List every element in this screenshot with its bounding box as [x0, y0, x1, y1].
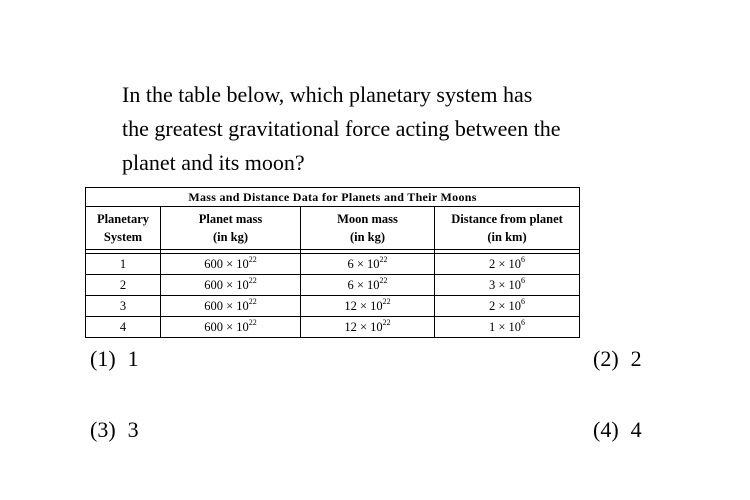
option-2[interactable]: [593, 346, 642, 372]
table-row: [86, 296, 580, 317]
option-4[interactable]: [593, 417, 642, 443]
header-planet-mass: Planet mass (in kg): [161, 207, 301, 250]
cell-moon-mass: $6 \times 10^{22}$: [301, 254, 435, 275]
question-line: In the table below, which planetary system has: [122, 82, 533, 107]
cell-system: 1: [86, 254, 161, 275]
option-text: 3: [127, 417, 139, 442]
header-moon-mass: Moon mass (in kg): [301, 207, 435, 250]
cell-planet-mass: $600 \times 10^{22}$: [161, 254, 301, 275]
header-planetary-system: Planetary System: [86, 207, 161, 250]
table-row: [86, 317, 580, 338]
cell-system: 3: [86, 296, 161, 317]
table-row: [86, 254, 580, 275]
question-text: [122, 78, 592, 180]
option-number: (2): [593, 346, 619, 371]
header-distance: Distance from planet (in km): [435, 207, 580, 250]
cell-distance: $1 \times 10^6$: [435, 317, 580, 338]
table-caption: Mass and Distance Data for Planets and Their Moons: [86, 188, 580, 207]
option-3[interactable]: [90, 417, 139, 443]
cell-distance: $2 \times 10^6$: [435, 254, 580, 275]
cell-system: 4: [86, 317, 161, 338]
table-row: [86, 275, 580, 296]
question-line: planet and its moon?: [122, 150, 305, 175]
cell-moon-mass: $6 \times 10^{22}$: [301, 275, 435, 296]
cell-distance: $3 \times 10^6$: [435, 275, 580, 296]
cell-planet-mass: $600 \times 10^{22}$: [161, 296, 301, 317]
question-line: the greatest gravitational force acting between the: [122, 116, 561, 141]
option-number: (3): [90, 417, 116, 442]
cell-planet-mass: $600 \times 10^{22}$: [161, 275, 301, 296]
option-text: 4: [630, 417, 642, 442]
cell-moon-mass: $12 \times 10^{22}$: [301, 317, 435, 338]
option-1[interactable]: [90, 346, 139, 372]
cell-system: 2: [86, 275, 161, 296]
cell-planet-mass: $600 \times 10^{22}$: [161, 317, 301, 338]
cell-distance: $2 \times 10^6$: [435, 296, 580, 317]
option-text: 2: [630, 346, 642, 371]
option-number: (1): [90, 346, 116, 371]
option-number: (4): [593, 417, 619, 442]
option-text: 1: [127, 346, 139, 371]
cell-moon-mass: $12 \times 10^{22}$: [301, 296, 435, 317]
data-table: [85, 187, 580, 338]
